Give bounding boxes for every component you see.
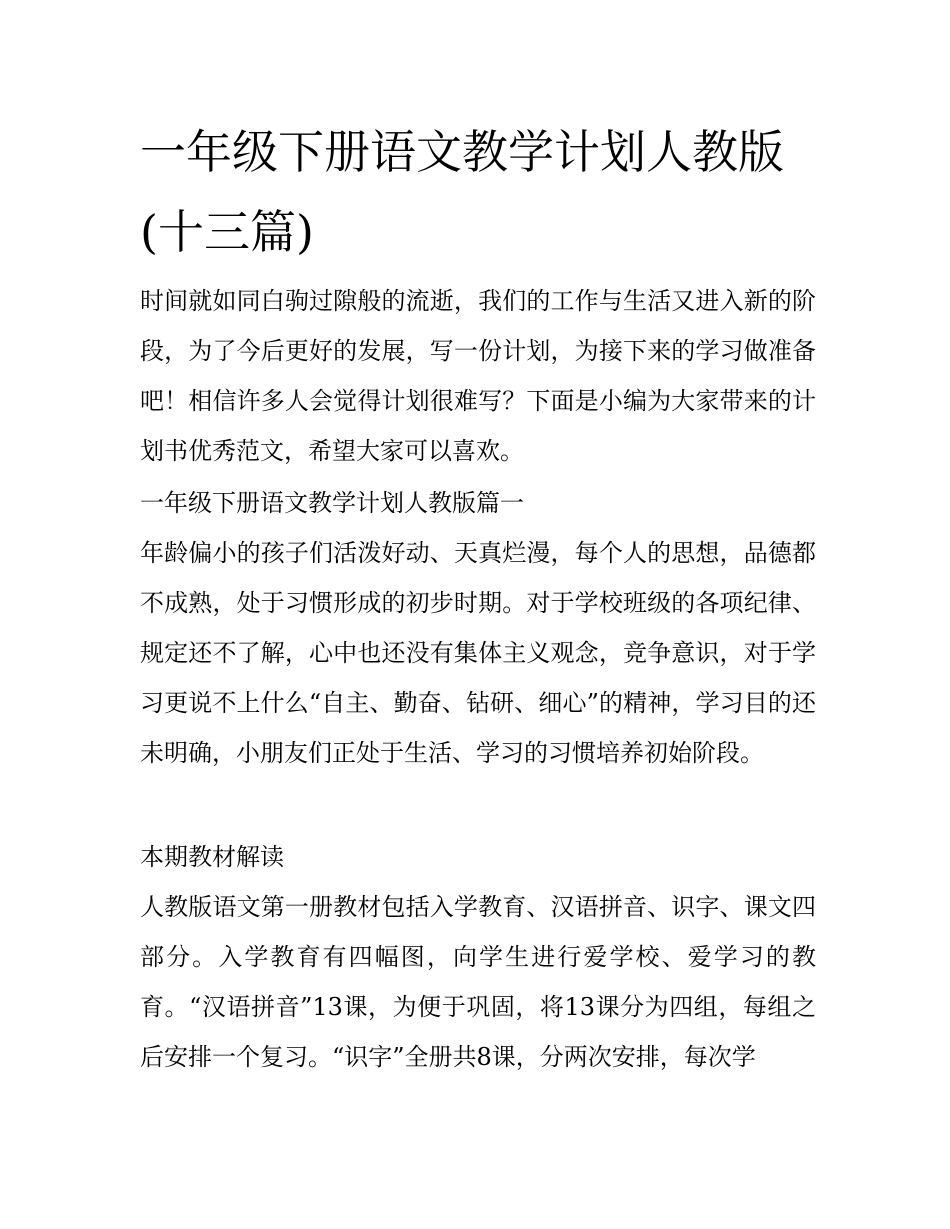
section-paragraph-1: 年龄偏小的孩子们活泼好动、天真烂漫，每个人的思想，品德都不成熟，处于习惯形成的初步时期。对于学校班级的各项纪律、规定还不了解，心中也还没有集体主义观念，竞争意识，对于学习更说不上什么“自主、勤奋、钻研、细心”的精神，学习目的还未明确，小朋友们正处于生活、学习的习惯培养初始阶段。	[140, 539, 816, 767]
intro-paragraph: 时间就如同白驹过隙般的流逝，我们的工作与生活又进入新的阶段，为了今后更好的发展，写一份计划，为接下来的学习做准备吧！相信许多人会觉得计划很难写？下面是小编为大家带来的计划书优秀范文，希望大家可以喜欢。	[140, 287, 816, 465]
section-heading-2: 本期教材解读	[140, 843, 284, 871]
section-heading-1: 一年级下册语文教学计划人教版篇一	[140, 489, 524, 517]
document-title: 一年级下册语文教学计划人教版(十三篇)	[140, 125, 784, 259]
section-paragraph-2: 人教版语文第一册教材包括入学教育、汉语拼音、识字、课文四部分。入学教育有四幅图，向学生进行爱学校、爱学习的教育。“汉语拼音”13课，为便于巩固，将13课分为四组，每组之后安排一个复习。“识字”全册共8课，分两次安排，每次学	[140, 893, 816, 1071]
